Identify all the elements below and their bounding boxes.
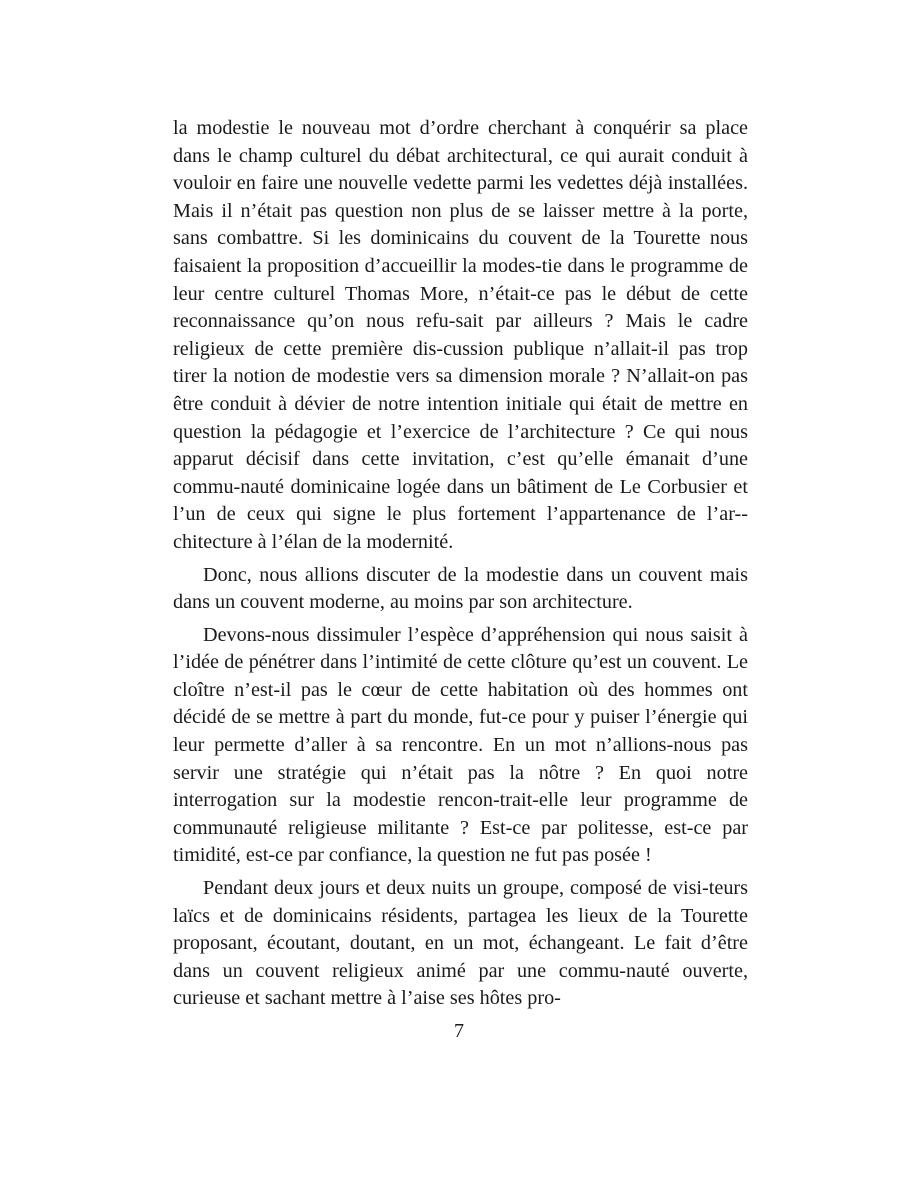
page-number: 7 — [454, 1020, 464, 1042]
paragraph-4: Pendant deux jours et deux nuits un groupe, composé de visi-teurs laïcs et de dominicains résidents, partagea les lieux de la Tourette proposant, écoutant, doutant, en un mot, échangeant. Le fait d’être dans un couvent religieux animé par une commu-nauté ouverte, curieuse et sachant mettre à l’aise ses hôtes pro- — [173, 877, 748, 1010]
paragraph-1: la modestie le nouveau mot d’ordre cherchant à conquérir sa place dans le champ culturel du débat architectural, ce qui aurait conduit à vouloir en faire une nouvelle vedette parmi les vedettes déjà installées. Mais il n’était pas question non plus de se laisser mettre à la porte, sans combattre. Si les dominicains du couvent de la Tourette nous faisaient la proposition d’accueillir la modes-tie dans le programme de leur centre culturel Thomas More, n’était-ce pas le début de cette reconnaissance qu’on nous refu-sait par ailleurs ? Mais le cadre religieux de cette première dis-cussion publique n’allait-il pas trop tirer la notion de modestie vers sa dimension morale ? N’allait-on pas être conduit à dévier de notre intention initiale qui était de mettre en question la pédagogie et l’exercice de l’architecture ? Ce qui nous apparut décisif dans cette invitation, c’est qu’elle émanait d’une commu-nauté dominicaine logée dans un bâtiment de Le Corbusier et l’un de ceux qui signe le plus fortement l’appartenance de l’ar-chitecture à l’élan de la modernité. — [173, 117, 748, 553]
paragraph-2: Donc, nous allions discuter de la modestie dans un couvent mais dans un couvent moderne, au moins par son architecture. — [173, 563, 748, 614]
body-text — [173, 115, 748, 1013]
paragraph-3: Devons-nous dissimuler l’espèce d’appréhension qui nous saisit à l’idée de pénétrer dans l’intimité de cette clôture qu’est un couvent. Le cloître n’est-il pas le cœur de cette habitation où des hommes ont décidé de se mettre à part du monde, fut-ce pour y puiser l’énergie qui leur permette d’aller à sa rencontre. En un mot n’allions-nous pas servir une stratégie qui n’était pas la nôtre ? En quoi notre interrogation sur la modestie rencon-trait-elle leur programme de communauté religieuse militante ? Est-ce par politesse, est-ce par timidité, est-ce par confiance, la question ne fut pas posée ! — [173, 623, 748, 867]
